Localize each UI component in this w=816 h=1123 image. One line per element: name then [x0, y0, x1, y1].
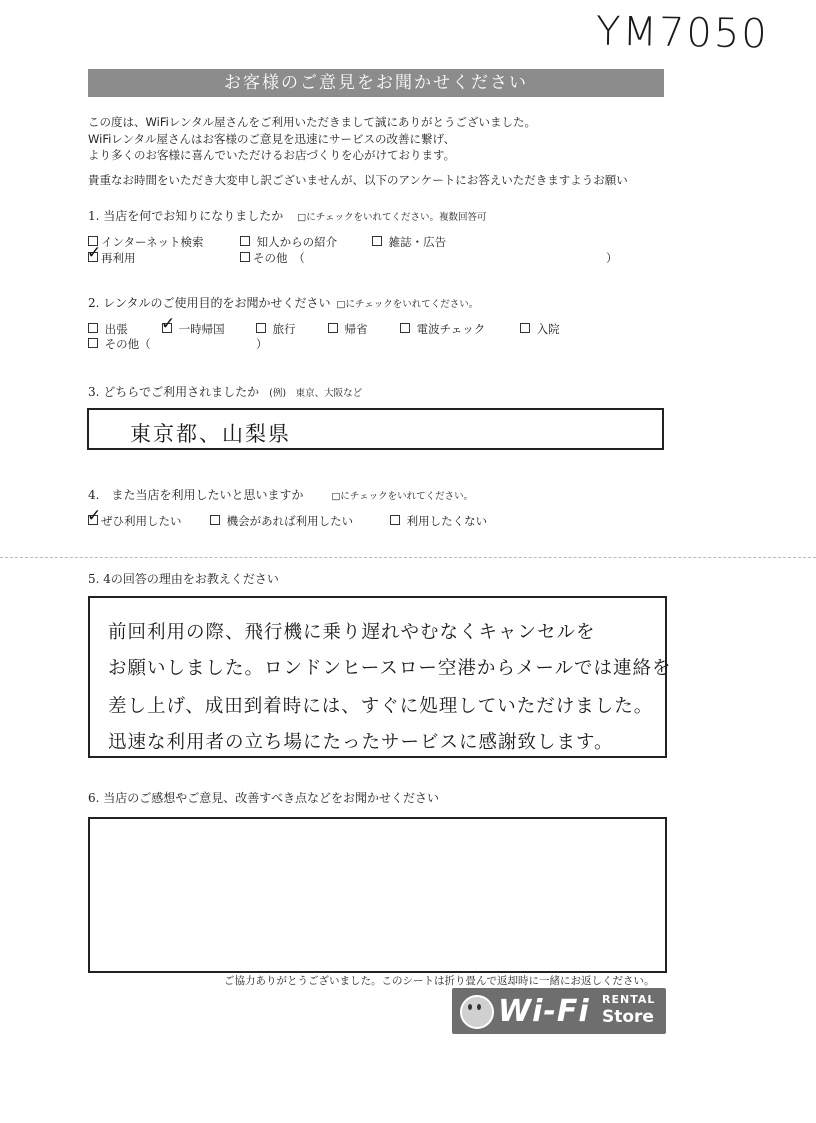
- q2-option-label: 入院: [536, 322, 560, 336]
- q1-option-referral[interactable]: [240, 234, 337, 250]
- q2-note: □にチェックをいれてください。: [336, 299, 479, 310]
- q3-label: 3. どちらでご利用されましたか: [88, 385, 260, 399]
- q1-option-label: インターネット検索: [101, 235, 204, 249]
- q4-checkbox-definitely[interactable]: [88, 515, 98, 525]
- q1-checkbox-magazine[interactable]: [372, 236, 382, 246]
- logo-store-text: Store: [602, 1007, 654, 1027]
- mascot-icon: [460, 995, 494, 1029]
- q1-heading: [88, 207, 486, 224]
- q1-other-close: ）: [606, 251, 618, 265]
- q2-option-business[interactable]: [88, 321, 128, 337]
- q1-option-label: 再利用: [101, 251, 136, 265]
- intro-line-4: 貴重なお時間をいただき大変申し訳ございませんが、以下のアンケートにお答えいただきますようお願い: [88, 173, 628, 187]
- q2-option-return-home[interactable]: [162, 321, 225, 337]
- q1-option-label: 雑誌・広告: [388, 235, 447, 249]
- q1-checkbox-referral[interactable]: [240, 236, 250, 246]
- q2-option-label: 電波チェック: [416, 322, 486, 336]
- q2-checkbox-other[interactable]: [88, 338, 98, 348]
- q5-answer-line: 差し上げ、成田到着時には、すぐに処理していただけました。: [108, 696, 654, 717]
- q1-checkbox-reuse[interactable]: [88, 252, 98, 262]
- q5-answer-line: お願いしました。ロンドンヒースロー空港からメールでは連絡を: [108, 658, 672, 679]
- q2-option-hospital[interactable]: [520, 321, 560, 337]
- q2-option-label: 一時帰国: [178, 322, 225, 336]
- document-id: YM7050: [595, 8, 770, 58]
- q4-label: 4. また当店を利用したいと思いますか: [88, 488, 304, 502]
- form-title: お客様のご意見をお聞かせください: [88, 69, 664, 97]
- q4-option-if-chance[interactable]: [210, 513, 353, 529]
- q4-option-definitely[interactable]: [88, 513, 182, 529]
- divider: [0, 557, 816, 558]
- q4-checkbox-no[interactable]: [390, 515, 400, 525]
- q5-heading: 5. 4の回答の理由をお教えください: [88, 572, 279, 586]
- q4-note: □にチェックをいれてください。: [331, 491, 474, 502]
- q5-answer-line: 前回利用の際、飛行機に乗り遅れやむなくキャンセルを: [108, 622, 596, 643]
- q2-option-homecoming[interactable]: [328, 321, 368, 337]
- q2-option-label: 出張: [104, 322, 128, 336]
- q6-heading: 6. 当店のご感想やご意見、改善すべき点などをお聞かせください: [88, 791, 440, 805]
- q5-answer-line: 迅速な利用者の立ち場にたったサービスに感謝致します。: [108, 732, 614, 753]
- q1-option-magazine[interactable]: [372, 234, 446, 250]
- q1-option-label: その他 （: [253, 251, 305, 265]
- q4-option-label: ぜひ利用したい: [101, 514, 182, 528]
- q2-option-label: その他（: [104, 337, 151, 351]
- q2-option-signal-check[interactable]: [400, 321, 485, 337]
- footer-thanks: ご協力ありがとうございました。このシートは折り畳んで返却時に一緒にお返しください。: [224, 975, 655, 987]
- mascot-eye-right: [477, 1004, 481, 1010]
- q2-option-travel[interactable]: [256, 321, 296, 337]
- q1-option-reuse[interactable]: [88, 250, 136, 266]
- q2-other-close: ）: [256, 337, 268, 351]
- q2-checkbox-business[interactable]: [88, 323, 98, 333]
- q3-answer-text: 東京都、山梨県: [130, 422, 291, 446]
- intro-line-2: WiFiレンタル屋さんはお客様のご意見を迅速にサービスの改善に繋げ、: [88, 132, 456, 146]
- q2-checkbox-homecoming[interactable]: [328, 323, 338, 333]
- q2-label: 2. レンタルのご使用目的をお聞かせください: [88, 296, 331, 310]
- q2-checkbox-signal-check[interactable]: [400, 323, 410, 333]
- q1-option-internet[interactable]: [88, 234, 203, 250]
- q2-option-other[interactable]: [88, 336, 151, 352]
- q4-option-label: 機会があれば利用したい: [226, 514, 354, 528]
- q2-checkbox-return-home[interactable]: [162, 323, 172, 333]
- q3-heading: [88, 383, 362, 400]
- q4-option-label: 利用したくない: [406, 514, 488, 528]
- wifi-rental-store-logo: [452, 988, 666, 1034]
- q1-checkbox-other[interactable]: [240, 252, 250, 262]
- q1-note: □にチェックをいれてください。複数回答可: [297, 212, 487, 223]
- intro-line-1: この度は、WiFiレンタル屋さんをご利用いただきまして誠にありがとうございました。: [88, 115, 537, 129]
- q2-checkbox-hospital[interactable]: [520, 323, 530, 333]
- q4-option-no[interactable]: [390, 513, 487, 529]
- logo-wifi-text: Wi-Fi: [498, 994, 590, 1029]
- q6-answer-box[interactable]: [88, 817, 667, 973]
- q2-heading: [88, 294, 478, 311]
- q2-option-label: 帰省: [344, 322, 368, 336]
- q4-heading: [88, 486, 473, 503]
- mascot-eye-left: [468, 1004, 472, 1010]
- q1-option-other[interactable]: [240, 250, 305, 266]
- intro-line-3: より多くのお客様に喜んでいただけるお店づくりを心がけております。: [88, 148, 456, 162]
- q3-example: (例) 東京、大阪など: [269, 388, 363, 399]
- logo-rental-text: RENTAL: [602, 993, 656, 1006]
- q1-option-label: 知人からの紹介: [256, 235, 338, 249]
- q4-checkbox-if-chance[interactable]: [210, 515, 220, 525]
- q1-label: 1. 当店を何でお知りになりましたか: [88, 209, 284, 223]
- q2-option-label: 旅行: [272, 322, 296, 336]
- q2-checkbox-travel[interactable]: [256, 323, 266, 333]
